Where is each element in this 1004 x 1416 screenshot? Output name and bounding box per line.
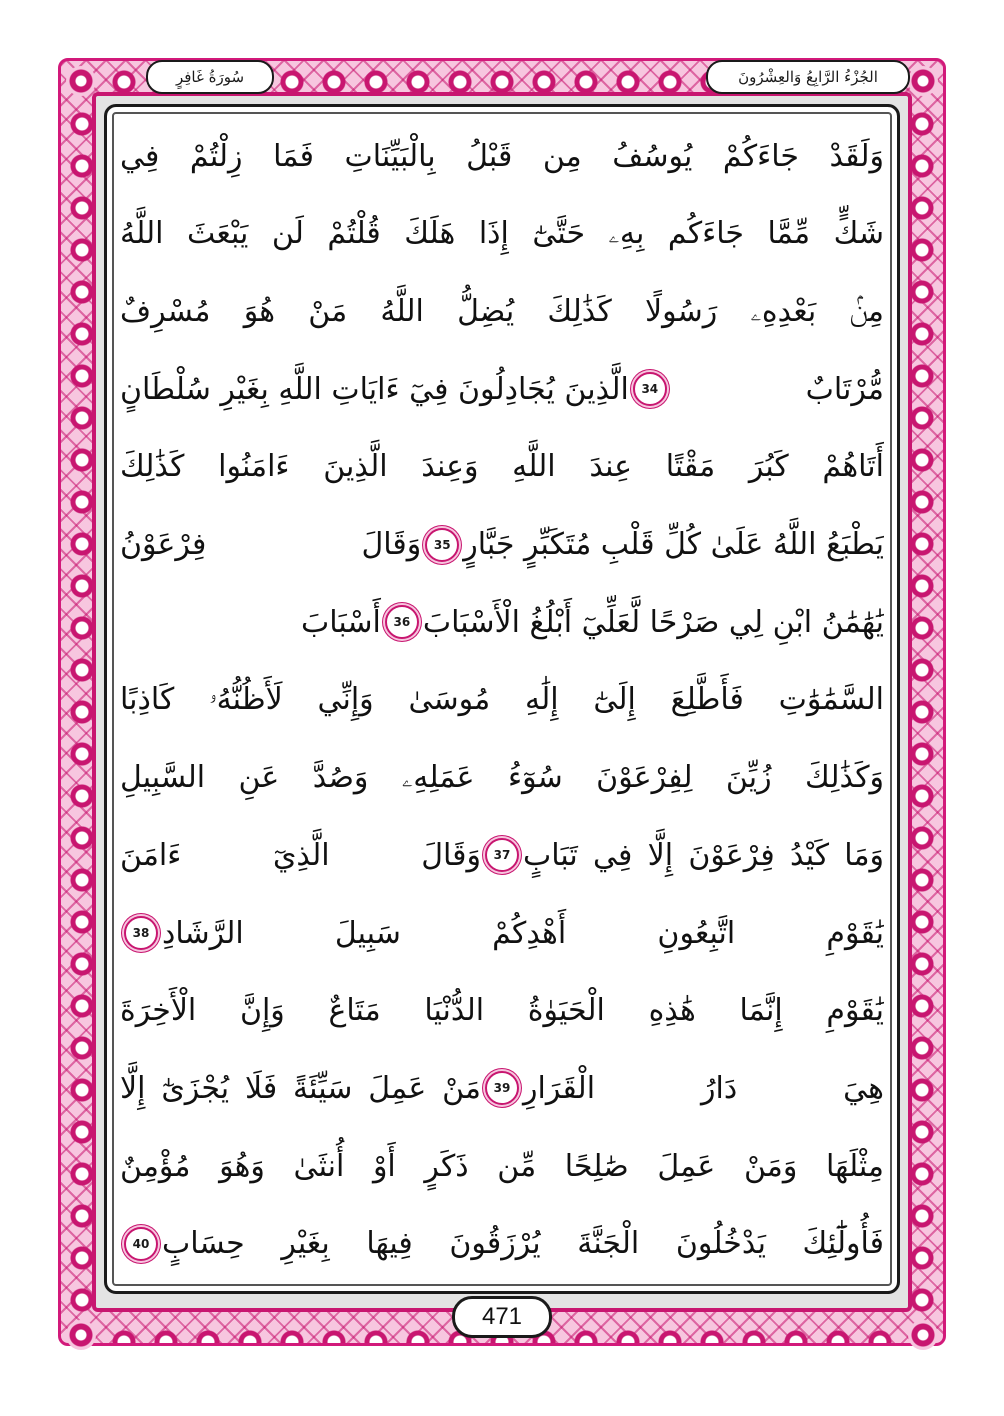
- ayah-number-marker: 35: [425, 528, 459, 562]
- ayah-number-marker: 37: [485, 838, 519, 872]
- ayah-number-marker: 39: [485, 1071, 519, 1105]
- verse-text: وَمَا كَيْدُ فِرْعَوْنَ إِلَّا فِي تَبَابٍ: [523, 837, 884, 873]
- text-line: [120, 198, 884, 270]
- juz-header: [706, 60, 910, 94]
- corner-rosette-icon: [908, 66, 938, 96]
- verse-text: أَتَاهُمْ كَبُرَ مَقْتًا عِندَ اللَّهِ وَعِندَ الَّذِينَ ءَامَنُوا كَذَٰلِكَ: [120, 449, 884, 485]
- verse-text: مِنۢ بَعْدِهِۦ رَسُولًا كَذَٰلِكَ يُضِلُّ اللَّهُ مَنْ هُوَ مُسْرِفٌ: [120, 293, 884, 329]
- text-line: [120, 975, 884, 1047]
- verse-text: فَأُولَٰٓئِكَ يَدْخُلُونَ الْجَنَّةَ يُرْزَقُونَ فِيهَا بِغَيْرِ حِسَابٍ: [162, 1226, 884, 1262]
- verse-text: الَّذِينَ يُجَادِلُونَ فِيٓ ءَايَاتِ اللَّهِ بِغَيْرِ سُلْطَانٍ: [120, 371, 629, 407]
- surah-header: [146, 60, 274, 94]
- surah-label: سُورَةُ غَافِرٍ: [175, 68, 245, 86]
- text-line: [120, 431, 884, 503]
- verse-text: وَكَذَٰلِكَ زُيِّنَ لِفِرْعَوْنَ سُوٓءُ عَمَلِهِۦ وَصُدَّ عَنِ السَّبِيلِ: [120, 760, 884, 796]
- ayah-number-marker: 40: [124, 1227, 158, 1261]
- verse-text: وَقَالَ الَّذِيٓ ءَامَنَ: [120, 837, 481, 873]
- verse-text: مُّرْتَابٌ: [805, 371, 884, 407]
- verse-text: السَّمَٰوَٰتِ فَأَطَّلِعَ إِلَىٰٓ إِلَٰهِ مُوسَىٰ وَإِنِّي لَأَظُنُّهُۥ كَاذِبًا: [120, 682, 884, 718]
- verse-text: يَٰهَٰمَٰنُ ابْنِ لِي صَرْحًا لَّعَلِّيٓ أَبْلُغُ الْأَسْبَابَ: [422, 604, 884, 640]
- text-line: [120, 353, 884, 425]
- text-line: [120, 1052, 884, 1124]
- ayah-number-marker: 38: [124, 916, 158, 950]
- text-line: [120, 742, 884, 814]
- verse-text: مِثْلَهَا وَمَنْ عَمِلَ صَٰلِحًا مِّن ذَكَرٍ أَوْ أُنثَىٰ وَهُوَ مُؤْمِنٌ: [120, 1148, 884, 1184]
- text-line: [120, 509, 884, 581]
- ayah-number-marker: 34: [633, 372, 667, 406]
- quran-text-block: [120, 120, 884, 1280]
- text-line: [120, 897, 884, 969]
- verse-text: يَطْبَعُ اللَّهُ عَلَىٰ كُلِّ قَلْبِ مُتَكَبِّرٍ جَبَّارٍ: [463, 527, 884, 563]
- text-line: [120, 1130, 884, 1202]
- verse-text: يَٰقَوْمِ إِنَّمَا هَٰذِهِ الْحَيَوٰةُ الدُّنْيَا مَتَاعٌ وَإِنَّ الْأَخِرَةَ: [120, 993, 884, 1029]
- verse-text: هِيَ دَارُ الْقَرَارِ: [523, 1070, 884, 1106]
- page-number-label: 471: [481, 1303, 523, 1330]
- verse-text: وَقَالَ فِرْعَوْنُ: [120, 527, 422, 563]
- text-line: [120, 1208, 884, 1280]
- text-line: [120, 819, 884, 891]
- corner-rosette-icon: [66, 1320, 96, 1350]
- verse-text: مَنْ عَمِلَ سَيِّئَةً فَلَا يُجْزَىٰٓ إِلَّا: [120, 1070, 481, 1106]
- ayah-number-marker: 36: [385, 605, 419, 639]
- verse-text: يَٰقَوْمِ اتَّبِعُونِ أَهْدِكُمْ سَبِيلَ الرَّشَادِ: [162, 915, 884, 951]
- page-number: [452, 1296, 552, 1338]
- text-line: [120, 275, 884, 347]
- corner-rosette-icon: [908, 1320, 938, 1350]
- verse-text: شَكٍّ مِّمَّا جَاءَكُم بِهِۦ حَتَّىٰٓ إِذَا هَلَكَ قُلْتُمْ لَن يَبْعَثَ اللَّهُ: [120, 216, 884, 252]
- verse-text: وَلَقَدْ جَاءَكُمْ يُوسُفُ مِن قَبْلُ بِالْبَيِّنَاتِ فَمَا زِلْتُمْ فِي: [120, 138, 884, 174]
- verse-text: أَسْبَابَ: [300, 604, 381, 640]
- juz-label: الجُزْءُ الرَّابِعُ وَالعِشْرُونَ: [738, 68, 878, 86]
- text-line: [120, 664, 884, 736]
- corner-rosette-icon: [66, 66, 96, 96]
- text-line: [120, 120, 884, 192]
- text-line: [120, 586, 884, 658]
